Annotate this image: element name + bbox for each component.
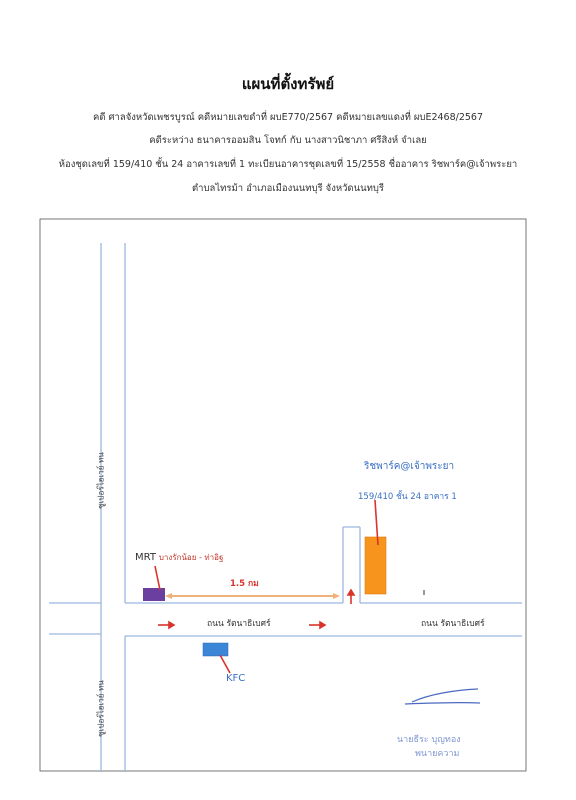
kfc-pointer: [220, 655, 230, 673]
building-marker: [365, 537, 386, 594]
kfc-label: KFC: [226, 673, 246, 684]
mrt-station-marker: [143, 588, 165, 601]
side-road-label-bottom: ซูเปอร์ไฮเวย์ ทน: [96, 680, 106, 737]
case-number-line: คดี ศาลจังหวัดเพชรบูรณ์ คดีหมายเลขดำที่ ผบE770/2567 คดีหมายเลขแดงที่ ผบE2468/2567: [92, 112, 484, 123]
signature-scribble: [405, 689, 480, 704]
distance-arrow-right: [333, 593, 340, 599]
mrt-label: [135, 551, 223, 564]
mrt-pointer: [155, 566, 160, 590]
unit-detail-label: 159/410 ชั้น 24 อาคาร 1: [358, 492, 457, 502]
mrt-prefix: MRT: [135, 552, 156, 563]
parties-line: คดีระหว่าง ธนาคารออมสิน โจทก์ กับ นางสาวนิชาภา ศรีสิงห์ จำเลย: [149, 135, 427, 146]
direction-arrow-1: [158, 622, 174, 628]
kfc-marker: [203, 643, 228, 656]
building-name-label: ริชพาร์ค@เจ้าพระยา: [364, 461, 455, 472]
signature-name: นายธีระ บุญทอง: [397, 735, 461, 745]
road-label-left: ถนน รัตนาธิเบศร์: [207, 619, 271, 629]
unit-line: ห้องชุดเลขที่ 159/410 ชั้น 24 อาคารเลขที่ 1 ทะเบียนอาคารชุดเลขที่ 15/2558 ชื่ออาคาร ริชพาร์ค@เจ้าพระยา: [58, 159, 518, 170]
signature-title: พนายความ: [415, 749, 460, 759]
distance-arrow-left: [165, 593, 172, 599]
side-road-label-top: ซูเปอร์ไฮเวย์ ทน: [96, 452, 106, 509]
location-line: ตำบลไทรม้า อำเภอเมืองนนทบุรี จังหวัดนนทบุรี: [192, 183, 384, 194]
distance-label: 1.5 กม: [230, 579, 259, 589]
direction-arrow-2: [309, 622, 325, 628]
page-title: แผนที่ตั้งทรัพย์: [241, 75, 335, 93]
direction-arrow-up: [348, 590, 354, 604]
road-label-right: ถนน รัตนาธิเบศร์: [421, 619, 485, 629]
mrt-station-name: บางรักน้อย - ท่าอิฐ: [158, 553, 224, 562]
